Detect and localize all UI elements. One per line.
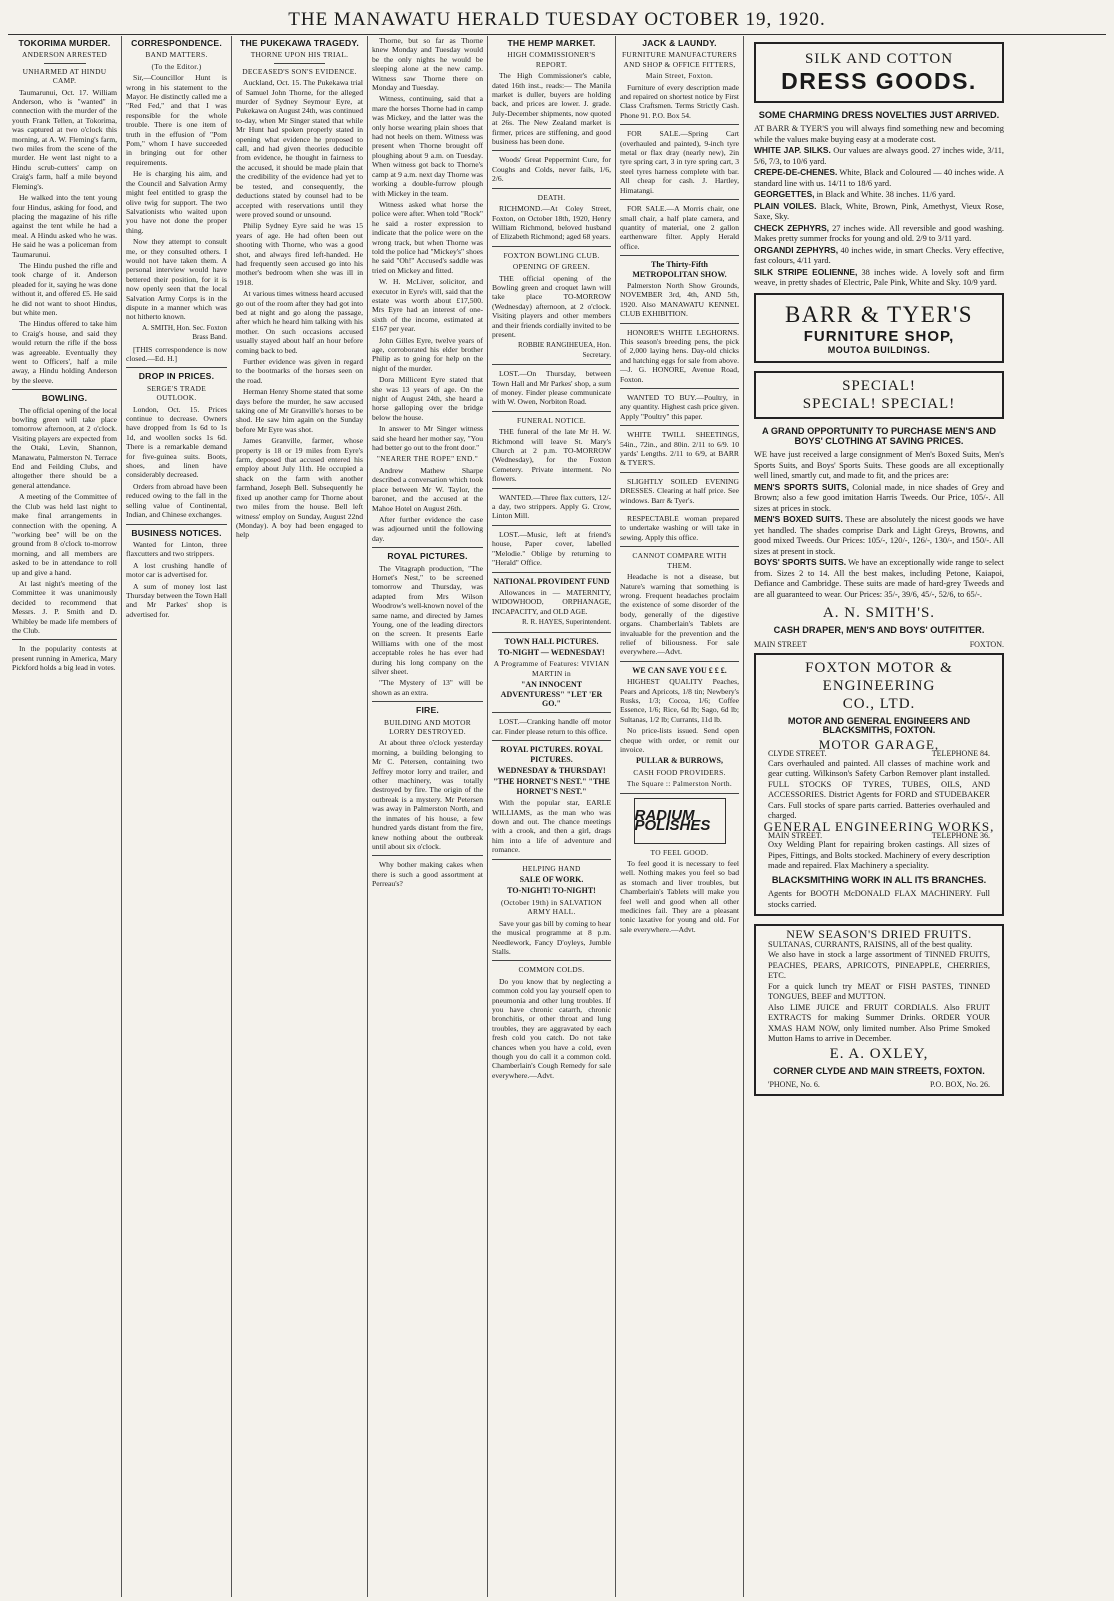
subhead-band-matters: BAND MATTERS. <box>145 50 208 60</box>
article-paragraph: At various times witness heard accused go out of the room after they had got into bed at night and go along the passage, after which he heard him talking with his mother. On such occasions accused usually stayed about half an hour before coming back to bed. <box>236 289 363 355</box>
ad-telephone: TELEPHONE 84. <box>931 749 990 759</box>
heading-tonight: TO-NIGHT! TO-NIGHT! <box>507 886 596 896</box>
article-paragraph: John Gilles Eyre, twelve years of age, corroborated his elder brother Philip as to going for help on the night of the murder. <box>372 335 483 373</box>
ad-intro: WE have just received a large consignment of Men's Boxed Suits, Men's Sports Suits, and Boys' Sports Suits. These goods are all exceptionally well lined, smartly cut, and made to fit, and the prices are: <box>754 450 1004 481</box>
item-desc: Black, White, Brown, Pink, Amethyst, Vieux Rose, Saxe, Sky. <box>754 201 1005 222</box>
subhead-lorry-destroyed: BUILDING AND MOTOR LORRY DESTROYED. <box>384 717 471 737</box>
advert-text: Do you know that by neglecting a common cold you lay yourself open to pneumonia and other lung troubles. If you have chronic catarrh, chronic bronchitis, or other throat and lung troubles, they are aggravated by each fresh cold you catch. Do not take chances when you have a cold, even though you do call it a common cold. Chamberlain's Cough Remedy for sale everywhere.—Advt. <box>492 976 611 1080</box>
advert-text: Save your gas bill by coming to hear the musical programme at 8 p.m. Needlework, Fancy D'oyleys, Jumble Stalls. <box>492 918 611 956</box>
subhead-hindu-camp: UNHARMED AT HINDU CAMP. <box>22 66 107 86</box>
item-name: GEORGETTES, <box>754 189 815 200</box>
advert-text: HIGHEST QUALITY Peaches, Pears and Apricots, 1/8 tin; Newbery's Rusks, 1/3; Cocoa, 1/6; Coffee Essence, 1/6; Rice, 6d lb; Sago, 6d lb; Sultanas, 1/2 lb; Currants, 11d lb. <box>620 677 739 724</box>
subhead-son-evidence: DECEASED'S SON'S EVIDENCE. <box>242 66 357 76</box>
column-6 <box>616 36 744 1597</box>
letter-paragraph: He is charging his aim, and the Council and Salvation Army might feel entitled to grasp the olive twig for support. The two Salvationists who waited upon you have not done the proper thing. <box>126 169 227 235</box>
heading-wed-thu: WEDNESDAY & THURSDAY! <box>497 766 606 775</box>
subhead-cash-food: CASH FOOD PROVIDERS. <box>633 767 726 777</box>
article-paragraph: "The Mystery of 13" will be shown as an extra. <box>372 678 483 697</box>
ad-street: MAIN STREET. <box>768 830 823 840</box>
advert-dress-goods <box>754 42 1004 103</box>
heading-sale-of-work: SALE OF WORK. <box>519 875 584 885</box>
ad-blacksmithing: BLACKSMITHING WORK IN ALL ITS BRANCHES. <box>771 874 987 885</box>
address-line: The Square :: Palmerston North. <box>626 779 733 789</box>
subhead-arrested: ANDERSON ARRESTED <box>22 50 107 60</box>
article-paragraph: Thorne, but so far as Thorne knew Monday and Tuesday would be the only nights he would be sleeping alone at the new camp. Witness saw Thorne there on Monday and Tuesday. <box>372 36 483 93</box>
item-name: CHECK ZEPHYRS, <box>754 222 829 233</box>
letter-paragraph: Sir,—Councillor Hunt is wrong in his statement to the Mayor. He distinctly called me a "Red Fed," and that I was responsible for the whole trouble. There is one item of truth in the effusion of "Pom Pom," whom I have succeeded in bringing out for other requirements. <box>126 73 227 167</box>
ad-store-name: E. A. OXLEY, <box>829 1045 929 1062</box>
advert-furniture-shop <box>754 293 1004 363</box>
notice-paragraph: LOST.—On Thursday, between Town Hall and Mr Parkes' shop, a sum of money. Finder please communicate with W. Owen, Norbiton Road. <box>492 369 611 407</box>
advert-text: To feel good it is necessary to feel well. Nothing makes you feel so bad as stomach and liver troubles, but Chamberlain's Tablets will make you feel well and good when all other medicines fail. They are a pleasant tonic laxative for young and old. For sale everywhere.—Advt. <box>620 859 739 934</box>
item-name: PLAIN VOILES. <box>754 200 817 211</box>
subhead-commissioner-report: HIGH COMMISSIONER'S REPORT. <box>507 50 596 69</box>
advert-text: RESPECTABLE woman prepared to undertake washing or will take in sewing. Apply this office. <box>620 514 739 542</box>
article-paragraph: Dora Millicent Eyre stated that she was 13 years of age. On the night of August 24th, she heard a horse galloping over the bridge below the house. <box>372 375 483 422</box>
subhead-trade-outlook: SERGE'S TRADE OUTLOOK. <box>146 383 207 403</box>
article-paragraph: Further evidence was given in regard to the bootmarks of the horses seen on the road. <box>236 357 363 385</box>
sale-venue: (October 19th) in SALVATION ARMY HALL. <box>500 897 603 917</box>
ad-title-2: SPECIAL! SPECIAL! <box>802 396 956 413</box>
columns <box>8 36 1106 1597</box>
ad-title-3: CO., LTD. <box>842 695 916 712</box>
ad-phone: 'PHONE, No. 6. <box>768 1080 820 1090</box>
ad-title-2: ENGINEERING <box>822 677 936 694</box>
article-paragraph: A meeting of the Committee of the Club was held last night to make final arrangements in connection with the opening. A "working bee" will be on the ground from 8 o'clock to-morrow morning, and all members are asked to be in attendance to roll up and give a hand. <box>12 492 117 577</box>
item-name: ORGANDI ZEPHYRS, <box>754 244 839 255</box>
item-name: WHITE JAP. SILKS. <box>754 145 831 156</box>
subhead-rope-end: "NEARER THE ROPE" END." <box>376 454 479 464</box>
article-paragraph: After further evidence the case was adjourned until the following day. <box>372 514 483 543</box>
heading-motor-garage: MOTOR GARAGE, <box>818 736 940 752</box>
ad-title: FOXTON MOTOR & <box>805 659 953 676</box>
item-name: BOYS' SPORTS SUITS. <box>754 557 847 568</box>
item-name: MEN'S SPORTS SUITS, <box>754 481 849 492</box>
article-paragraph: Taumarunui, Oct. 17. William Anderson, who is "wanted" in connection with the murder of the youth Frank Tellen, at Tokorima, was captured at two o'clock this morning, at A. W. Fleming's farm, two miles from the scene of the murder. He went last night to a Hindu scrub-cutters' camp on Craig's farm, half a mile beyond Fleming's. <box>12 87 117 191</box>
item-desc: 27 inches wide. All reversible and good washing. Makes pretty summer frocks for young and old. 2/9 to 3/11 yard. <box>754 223 1004 244</box>
ad-title: SILK AND COTTON <box>804 51 954 67</box>
advert-text: Woods' Great Peppermint Cure, for Coughs and Colds, never fails, 1/6, 2/6. <box>492 155 611 184</box>
column-4 <box>368 36 488 1597</box>
item-desc: Our values are always good. 27 inches wide, 3/11, 5/6, 7/3, to 10/6 yard. <box>754 146 1005 166</box>
ad-banner: MOTOR AND GENERAL ENGINEERS AND BLACKSMITHS, FOXTON. <box>787 715 971 736</box>
ad-subtitle: FURNITURE SHOP, <box>803 327 955 345</box>
heading-pullar-burrows: PULLAR & BURROWS, <box>636 756 723 766</box>
headline-business-notices: BUSINESS NOTICES. <box>131 527 222 538</box>
column-7-adverts <box>744 36 1014 1597</box>
article-paragraph: James Granville, farmer, whose property is 18 or 19 miles from Eyre's farm, deposed that accused entered his employ about July 11th. He occupied a shack on the farm with another farmhand, Joseph Bell. Subsequently he fixed up another camp for Thorne about two miles from the house. Bell left witness' employ on Sunday, August 22nd (Monday). A boy had been engaged to help <box>236 436 363 540</box>
article-paragraph: The High Commissioner's cable, dated 16th inst., reads:— The Manila market is duller, buyers are holding back, and prices are lower. J. grade. July-December shipments, now quoted at 26s. The New Zealand market is firmer, prices are stiffening, and good business has been done. <box>492 71 611 147</box>
ad-tagline: CASH DRAPER, MEN'S AND BOYS' OUTFITTER. <box>773 625 985 636</box>
advert-text: HONORE'S WHITE LEGHORNS. This season's breeding pens, the pick of 2,000 laying hens. Day-old chicks and hatching eggs for sale from above.—J. G. HONORE, Avenue Road, Foxton. <box>620 327 739 384</box>
ad-intro: AT BARR & TYER'S you will always find something new and becoming while the values make buying easy at a moderate cost. <box>754 124 1004 144</box>
heading-to-feel-good: TO FEEL GOOD. <box>650 847 709 857</box>
ad-address: MAIN STREET <box>754 639 807 649</box>
notice-paragraph: LOST.—Music, left at friend's house, Paper cover, labelled "Melodie." Oblige by returning to "Herald" Office. <box>492 529 611 568</box>
notice-signature: ROBBIE RANGIHEUEA, Hon. Secretary. <box>517 341 611 359</box>
headline-correspondence: CORRESPONDENCE. <box>131 38 222 48</box>
article-paragraph: In the popularity contests at present running in America, Mary Pickford holds a big lead in votes. <box>12 644 117 673</box>
article-paragraph: Witness asked what horse the police were after. When told "Rock" he said a roster expression to indicate that the police were on the wrong track, but when Thorne was told the police had "Mickey's" shoes he said "Oh!" Accused's saddle was tried on Mickey and fitted. <box>372 199 483 275</box>
notice-paragraph: Allowances in — MATERNITY, WIDOWHOOD, ORPHANAGE, INCAPACITY, and OLD AGE. <box>492 587 611 616</box>
headline-murder: TOKORIMA MURDER. <box>18 38 111 48</box>
article-paragraph: Herman Henry Shorne stated that some days before the murder, he saw accused taking one of Mr Granville's horses to be shod. He saw him again on the Sunday before Mr Eyre was shot. <box>236 387 363 434</box>
heading-helping-hand: HELPING HAND <box>522 863 581 873</box>
feature-title: "AN INNOCENT ADVENTURESS" "LET 'ER GO." <box>500 680 603 708</box>
headline-hemp-market: THE HEMP MARKET. <box>507 38 596 48</box>
article-paragraph: London, Oct. 15. Prices continue to decrease. Owners have dropped from 1s 6d to 1s 1d, and woollen socks 1s 6d. There is a remarkable demand for five-guinea suits. Boots, shoes, and linen have considerably decreased. <box>126 404 227 480</box>
ad-address: CORNER CLYDE AND MAIN STREETS, FOXTON. <box>773 1065 985 1076</box>
advert-text: FOR SALE.—Spring Cart (overhauled and painted), 9-inch tyre metal or flax dray (nearly new), 2in tyre spring cart, 3 in tyre spring cart, 3 steel tyres harness complete with bar. All cheap for cash. J. Hartley, Himatangi. <box>620 129 739 195</box>
article-paragraph: Why bother making cakes when there is such a good assortment at Perreau's? <box>372 860 483 889</box>
heading-provident-fund: NATIONAL PROVIDENT FUND <box>493 576 610 586</box>
notice-paragraph: WANTED.—Three flax cutters, 12/- a day, two strippers. Apply G. Crow, Linton Mill. <box>492 492 611 521</box>
ad-telephone: TELEPHONE 36. <box>931 830 990 840</box>
ad-banner: SOME CHARMING DRESS NOVELTIES JUST ARRIVED. <box>758 110 1000 120</box>
item-name: MEN'S BOXED SUITS. <box>754 514 843 525</box>
advert-text: WHITE TWILL SHEETINGS, 54in., 72in., and 80in. 2/11 to 6/9. 10 yards' Lengths. 2/11 to 6/9, at BARR & TYER'S. <box>620 430 739 468</box>
advert-text: Palmerston North Show Grounds, NOVEMBER 3rd, 4th, AND 5th, 1920. Also MANAWATU KENNEL CLUB EXHIBITION. <box>620 280 739 319</box>
editor-note: [THIS correspondence is now closed.—Ed. H.] <box>126 344 227 363</box>
headline-bowling: BOWLING. <box>41 393 88 404</box>
ad-title: SPECIAL! <box>842 378 916 395</box>
headline-fire: FIRE. <box>416 705 439 716</box>
heading-tonight-wednesday: TO-NIGHT — WEDNESDAY! <box>498 647 605 657</box>
notice-paragraph: A lost crushing handle of motor car is advertised for. <box>126 560 227 580</box>
advert-dried-fruits <box>754 924 1004 1095</box>
subhead-thorne-trial: THORNE UPON HIS TRIAL. <box>250 50 349 60</box>
ad-banner: A GRAND OPPORTUNITY TO PURCHASE MEN'S AND BOYS' CLOTHING AT SAVING PRICES. <box>762 426 996 446</box>
article-paragraph: Philip Sydney Eyre said he was 15 years of age. He had often been out shooting with Thorne, who was a good shot, and always fired left-handed. He had frequently seen accused go into his mother's bedroom when she was ill in 1918. <box>236 221 363 287</box>
article-paragraph: Andrew Mathew Sharpe described a conversation which took place between Mr W. Taylor, the baronet, and the accused at the Mahoe Hotel on August 26th. <box>372 465 483 513</box>
item-desc: 40 inches wide, in smart Checks. Very effective, fast colours, 4/11 yard. <box>754 245 1005 266</box>
heading-common-colds: COMMON COLDS. <box>518 965 585 975</box>
letter-signature: A. SMITH, Hon. Sec. Foxton Brass Band. <box>141 323 227 342</box>
item-desc: 38 inches wide. A lovely soft and firm weave, in pretty shades of Electric, Pale Pink, White and Sky. 10/9 yard. <box>754 267 1005 288</box>
ad-address: MOUTOA BUILDINGS. <box>827 344 931 355</box>
heading-town-hall-pictures: TOWN HALL PICTURES. <box>504 636 599 646</box>
notice-paragraph: A sum of money lost last Thursday between the Town Hall and Mr Parkes' shop is advertised for. <box>126 581 227 619</box>
article-paragraph: Auckland, Oct. 15. The Pukekawa trial of Samuel John Thorne, for the alleged murder of Sydney Seymour Eyre, at Pukekawa on August 24th, was continued to-day, when Mr Singer stated that while Mr Hunt had spoken properly stated in opening what evidence he proposed to call, and had given theories deducible from evidence, he thought in fairness to the accused, it should be made plain that the credibility of the evidence had yet to be tested, and consequently, the deductions stated by counsel had to be accepted with reservations until they were proved sound or unsound. <box>236 78 363 219</box>
heading-save-you: WE CAN SAVE YOU £ £ £. <box>632 665 727 675</box>
item-name: CREPE-DE-CHENES. <box>754 167 838 178</box>
article-paragraph: Orders from abroad have been reduced owing to the fall in the selling value of Continental, Indian, and Chinese exchanges. <box>126 481 227 520</box>
notice-paragraph: RICHMOND.—At Coley Street, Foxton, on October 18th, 1920, Henry William Richmond, beloved husband of Elizabeth Richmond; aged 68 years. <box>492 204 611 242</box>
ad-body: For a quick lunch try MEAT or FISH PASTES, TINNED TONGUES, BEEF and MUTTON. <box>768 981 990 1002</box>
advert-text: With the popular star, EARLE WILLIAMS, as the man who was down and out. The chance meetings with a crook, and then a girl, drags him into a life of adventure and romance. <box>492 798 611 855</box>
notice-paragraph: THE official opening of the Bowling green and croquet lawn will take place TO-MORROW (Wednesday) afternoon, at 2 o'clock. Visiting players and other members and their friends cordially invited to be present. <box>492 273 611 339</box>
subhead-to-editor: (To the Editor.) <box>151 61 202 71</box>
ad-title: BARR & TYER'S <box>784 301 974 327</box>
item-desc: We have an exceptionally wide range to select from. Sizes 2 to 14. All the best makes, including Petone, Kaiapoi, Defiance and Cambridge. These suits are made of hard-grey Tweeds and are all guaranteed to wear. Our Prices: 35/-, 39/6, 45/-, 52/6, to 65/-. <box>754 558 1004 599</box>
item-name: SILK STRIPE EOLIENNE, <box>754 266 858 277</box>
article-paragraph: The Hindus offered to take him to Craig's house, and said they would return the rifle if the boss was agreeable. Eventually they went to Officers', half a mile away, a Hindu holding Anderson by the sleeve. <box>12 319 117 385</box>
column-5 <box>488 36 616 1597</box>
article-paragraph: At about three o'clock yesterday morning, a building belonging to Mr C. Petersen, containing two Jeffrey motor lorry and trailer, and other machinery, was totally destroyed by fire. The origin of the outbreak is a mystery. Mr Petersen was away in Palmerston North, and the inmates of his house, a few hundred yards distant from the fire, knew nothing about the outbreak until about six o'clock. <box>372 738 483 851</box>
ad-body: Agents for BOOTH McDONALD FLAX MACHINERY. Full stocks carried. <box>768 889 990 909</box>
column-2 <box>122 36 232 1597</box>
article-paragraph: W. H. McLiver, solicitor, and executor in Eyre's will, said that the estate was worth about £17,500. Mrs Eyre had an interest of one-sixth of the income, estimated at £167 per year. <box>372 277 483 334</box>
ad-body: We also have in stock a large assortment of TINNED FRUITS, PEACHES, PEARS, APRICOTS, PINEAPPLE, CHERRIES, ETC. <box>768 950 990 981</box>
advert-special <box>754 371 1004 419</box>
column-3 <box>232 36 368 1597</box>
ad-body: Cars overhauled and painted. All classes of machine work and gear cutting. Wilkinson's Safety Carbon Remover plant installed. FULL STOCKS OF TYRES, TUBES, OILS, AND ACCESSORIES. District Agents for FORD and STUDEBAKER Cars. Full stocks of spare parts carried. Batteries overhauled and charged. <box>768 758 990 821</box>
headline-royal-pictures: ROYAL PICTURES. <box>387 551 468 562</box>
headline-drop-in-prices: DROP IN PRICES. <box>138 371 215 382</box>
advert-foxton-motor <box>754 653 1004 916</box>
ad-body: Also LIME JUICE and FRUIT CORDIALS. Also FRUIT EXTRACTS for making Summer Drinks. ORDER YOUR XMAS HAM NOW, only limited number. Also Prime Smoked Mutton Hams to arrive in December. <box>768 1002 990 1044</box>
advert-text: SLIGHTLY SOILED EVENING DRESSES. Clearing at half price. See windows. Barr & Tyer's. <box>620 476 739 505</box>
heading-jack-laundy: JACK & LAUNDY. <box>642 38 717 48</box>
article-paragraph: The official opening of the local bowling green will take place tomorrow afternoon, at 2 o'clock. Visiting players are expected from the Otaki, Levin, Shannon, Manawatu, Palmerston N. Terrace End and Feilding Clubs, and altogether there should be a general attendance. <box>12 405 117 490</box>
ad-body: SULTANAS, CURRANTS, RAISINS, all of the best quality. <box>768 939 973 949</box>
ad-box: P.O. BOX, No. 26. <box>929 1080 990 1090</box>
article-paragraph: At last night's meeting of the Committee it was unanimously decided to recommend that Messrs. J. P. Smith and D. Whibley be made life members of the Club. <box>12 578 117 635</box>
advert-text: WANTED TO BUY.—Poultry, in any quantity. Highest cash price given. Apply "Poultry" this paper. <box>620 393 739 421</box>
subhead-furniture-mfrs: FURNITURE MANUFACTURERS AND SHOP & OFFICE FITTERS, <box>622 50 737 69</box>
item-desc: These are absolutely the nicest goods we have yet handled. The shades comprise Dark and Light Greys, Browns, and good mixed Tweeds. Our Prices: 105/-, 120/-, 126/-, 130/-, and 150/-. All sizes at present in stock. <box>754 515 1004 556</box>
ad-street: CLYDE STREET. <box>768 749 827 759</box>
column-1 <box>8 36 122 1597</box>
address-line: Main Street, Foxton. <box>645 71 714 81</box>
article-paragraph: The Vitagraph production, "The Hornet's Nest," to be screened tomorrow and Thursday, was adapted from Mrs Wilson Woodrow's well-known novel of the same name, and directed by James Young, one of the leading directors on the screen. It presents Earle Williams with one of the most acceptable roles he has ever had during his long company on the silver sheet. <box>372 563 483 676</box>
heading-metropolitan-show: The Thirty-Fifth METROPOLITAN SHOW. <box>632 260 727 279</box>
article-paragraph: Witness, continuing, said that a mare the horses Thorne had in camp was Mickey, and the latter was the only horse wearing plain shoes that had not heels on them. Witness was present when Thorne brought off ploughing about 9 a.m. on Tuesday. When witness got back to Thorne's camp at 9 a.m. next day Thorne was working a double-furrow plough with Mickey in the team. <box>372 94 483 198</box>
heading-funeral-notice: FUNERAL NOTICE. <box>516 415 587 425</box>
ad-body: Oxy Welding Plant for repairing broken castings. All sizes of Pipes, Fittings, and Bolts stocked. Machinery of every description made and repaired. Flax Machinery a speciality. <box>768 840 990 871</box>
masthead: THE MANAWATU HERALD TUESDAY OCTOBER 19, 1920. <box>8 6 1106 35</box>
article-paragraph: He walked into the tent young four Hindus, asking for food, and placing the magazine of his rifle against the tent while he had a meal. A Hindu asked who he was. He said he was a policeman from Taumarunui. <box>12 193 117 259</box>
programme-line: A Programme of Features: VIVIAN MARTIN in <box>493 659 610 678</box>
heading-bowling-club: FOXTON BOWLING CLUB. <box>503 250 600 260</box>
heading-opening-green: OPENING OF GREEN. <box>512 262 591 272</box>
radium-logo-text: RADIUM POLISHES <box>634 807 711 834</box>
letter-paragraph: Now they attempt to consult me, or they consulted others. I would not have taken them. A personal interview would have bettered their position, for it is now openly seen that the local Salvation Army Corps is in the dispute in a manner which was not hitherto known. <box>126 237 227 322</box>
advert-text: Furniture of every description made and repaired on shortest notice by First Class Craftsmen. Terms Strictly Cash. Phone 91. P.O. Box 54. <box>620 82 739 120</box>
item-desc: White, Black and Coloured — 40 inches wide. A standard line with us. 14/11 to 18/6 yard. <box>754 168 1004 188</box>
feature-hornets-nest: "THE HORNET'S NEST." "THE HORNET'S NEST." <box>493 777 610 796</box>
ad-town: FOXTON. <box>969 639 1004 649</box>
notice-paragraph: THE funeral of the late Mr H. W. Richmond will leave St. Mary's Church at 2 p.m. TO-MORROW (Wednesday), for the Foxton Cemetery. Private interment. No flowers. <box>492 427 611 484</box>
ad-title: NEW SEASON'S DRIED FRUITS. <box>786 927 972 942</box>
notice-paragraph: LOST.—Cranking handle off motor car. Finder please return to this office. <box>492 717 611 736</box>
item-desc: Colonial made, in nice shades of Grey and Brown; also a few good imitation Harris Tweeds. Our Price, 105/-. All sizes at prices in stock. <box>754 482 1004 513</box>
heading-death: DEATH. <box>537 192 566 202</box>
article-paragraph: In answer to Mr Singer witness said she heard her mother say, "You had better go out to the front door." <box>372 424 483 453</box>
item-desc: in Black and White. 38 inches. 11/6 yard. <box>816 190 956 200</box>
advert-text: Headache is not a disease, but Nature's warning that something is wrong. Frequent headaches proclaim the existence of some disorder of the body, generally of the digestive organs. Chamberlain's Tablets are invaluable for the prevention and the relief of biliousness. For sale everywhere.—Advt. <box>620 572 739 657</box>
heading-engineering-works: GENERAL ENGINEERING WORKS, <box>763 818 995 834</box>
heading-royal-pictures: ROYAL PICTURES. ROYAL PICTURES. <box>500 745 603 764</box>
ad-store-name: A. N. SMITH'S. <box>822 605 936 622</box>
headline-pukekawa: THE PUKEKAWA TRAGEDY. <box>240 38 359 48</box>
advert-text: FOR SALE.—A Morris chair, one small chair, a half plate camera, and quantity of material, one 2 gallon earthenware filter. Apply Herald office. <box>620 204 739 251</box>
ad-title-main: DRESS GOODS. <box>781 68 977 94</box>
notice-signature: R. R. HAYES, Superintendent. <box>522 618 611 627</box>
heading-cannot-compare: CANNOT COMPARE WITH THEM. <box>632 551 727 570</box>
radium-polishes-logo <box>634 798 726 844</box>
notice-paragraph: Wanted for Linton, three flaxcutters and two strippers. <box>126 539 227 559</box>
article-paragraph: The Hindu pushed the rifle and took charge of it. Anderson pleaded for it, saying he was done without it, and offered £5. He said he did not want to shoot Hindus, but white men. <box>12 260 117 317</box>
advert-text: No price-lists issued. Send open cheque with order, or remit our invoice. <box>620 726 739 754</box>
